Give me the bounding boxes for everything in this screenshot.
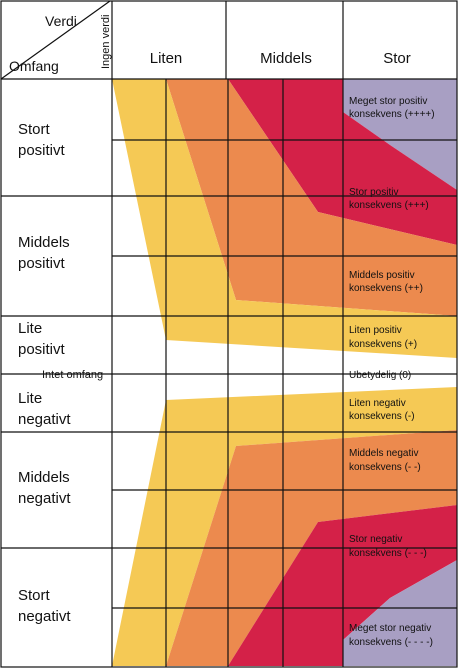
row-label-stort-negativt: [18, 587, 71, 625]
consequence-line: Meget stor positiv: [349, 96, 428, 107]
consequence-line: konsekvens (+++): [349, 200, 429, 211]
consequence-line: Liten positiv: [349, 325, 402, 336]
consequence-line: Stor positiv: [349, 187, 399, 198]
column-stor: Stor: [383, 50, 411, 67]
row-label-line: Lite: [18, 320, 43, 337]
row-label-lite-positivt: [18, 320, 66, 358]
header-ingen-verdi: Ingen verdi: [100, 14, 112, 69]
row-label-lite-negativt: [18, 390, 71, 428]
row-label-line: Lite: [18, 390, 43, 407]
consequence-line: Liten negativ: [349, 398, 406, 409]
row-label-line: negativt: [18, 411, 71, 428]
header-omfang: Omfang: [9, 58, 59, 74]
consequence-line: konsekvens (- -): [349, 462, 421, 473]
row-label-middels-negativt: [18, 469, 71, 507]
consequence-line: konsekvens (- - - -): [349, 637, 433, 648]
row-label-line: Intet omfang: [42, 369, 104, 381]
consequence-line: Meget stor negativ: [349, 623, 432, 634]
row-label-line: positivt: [18, 341, 65, 358]
consequence-line: Ubetydelig (0): [349, 370, 412, 381]
consequence-line: konsekvens (-): [349, 411, 415, 422]
row-label-line: negativt: [18, 608, 71, 625]
consequence-ubetydelig: [349, 370, 411, 381]
row-label-intet-omfang: [42, 369, 103, 381]
row-label-line: positivt: [18, 142, 65, 159]
column-liten: Liten: [149, 50, 183, 67]
consequence-line: konsekvens (- - -): [349, 548, 427, 559]
consequence-line: Stor negativ: [349, 534, 403, 545]
consequence-line: konsekvens (++++): [349, 109, 435, 120]
header-verdi: Verdi: [45, 13, 77, 29]
row-label-line: negativt: [18, 490, 71, 507]
row-label-line: Stort: [18, 121, 50, 138]
row-label-line: Stort: [18, 587, 50, 604]
row-label-line: Middels: [18, 469, 70, 486]
consequence-line: konsekvens (+): [349, 339, 418, 350]
consequence-line: Middels positiv: [349, 270, 415, 281]
row-label-stort-positivt: [18, 121, 66, 159]
row-label-line: positivt: [18, 255, 65, 272]
consequence-line: konsekvens (++): [349, 283, 423, 294]
column-middels: Middels: [260, 50, 312, 67]
consequence-line: Middels negativ: [349, 448, 419, 459]
row-label-middels-positivt: [18, 234, 70, 272]
row-label-line: Middels: [18, 234, 70, 251]
